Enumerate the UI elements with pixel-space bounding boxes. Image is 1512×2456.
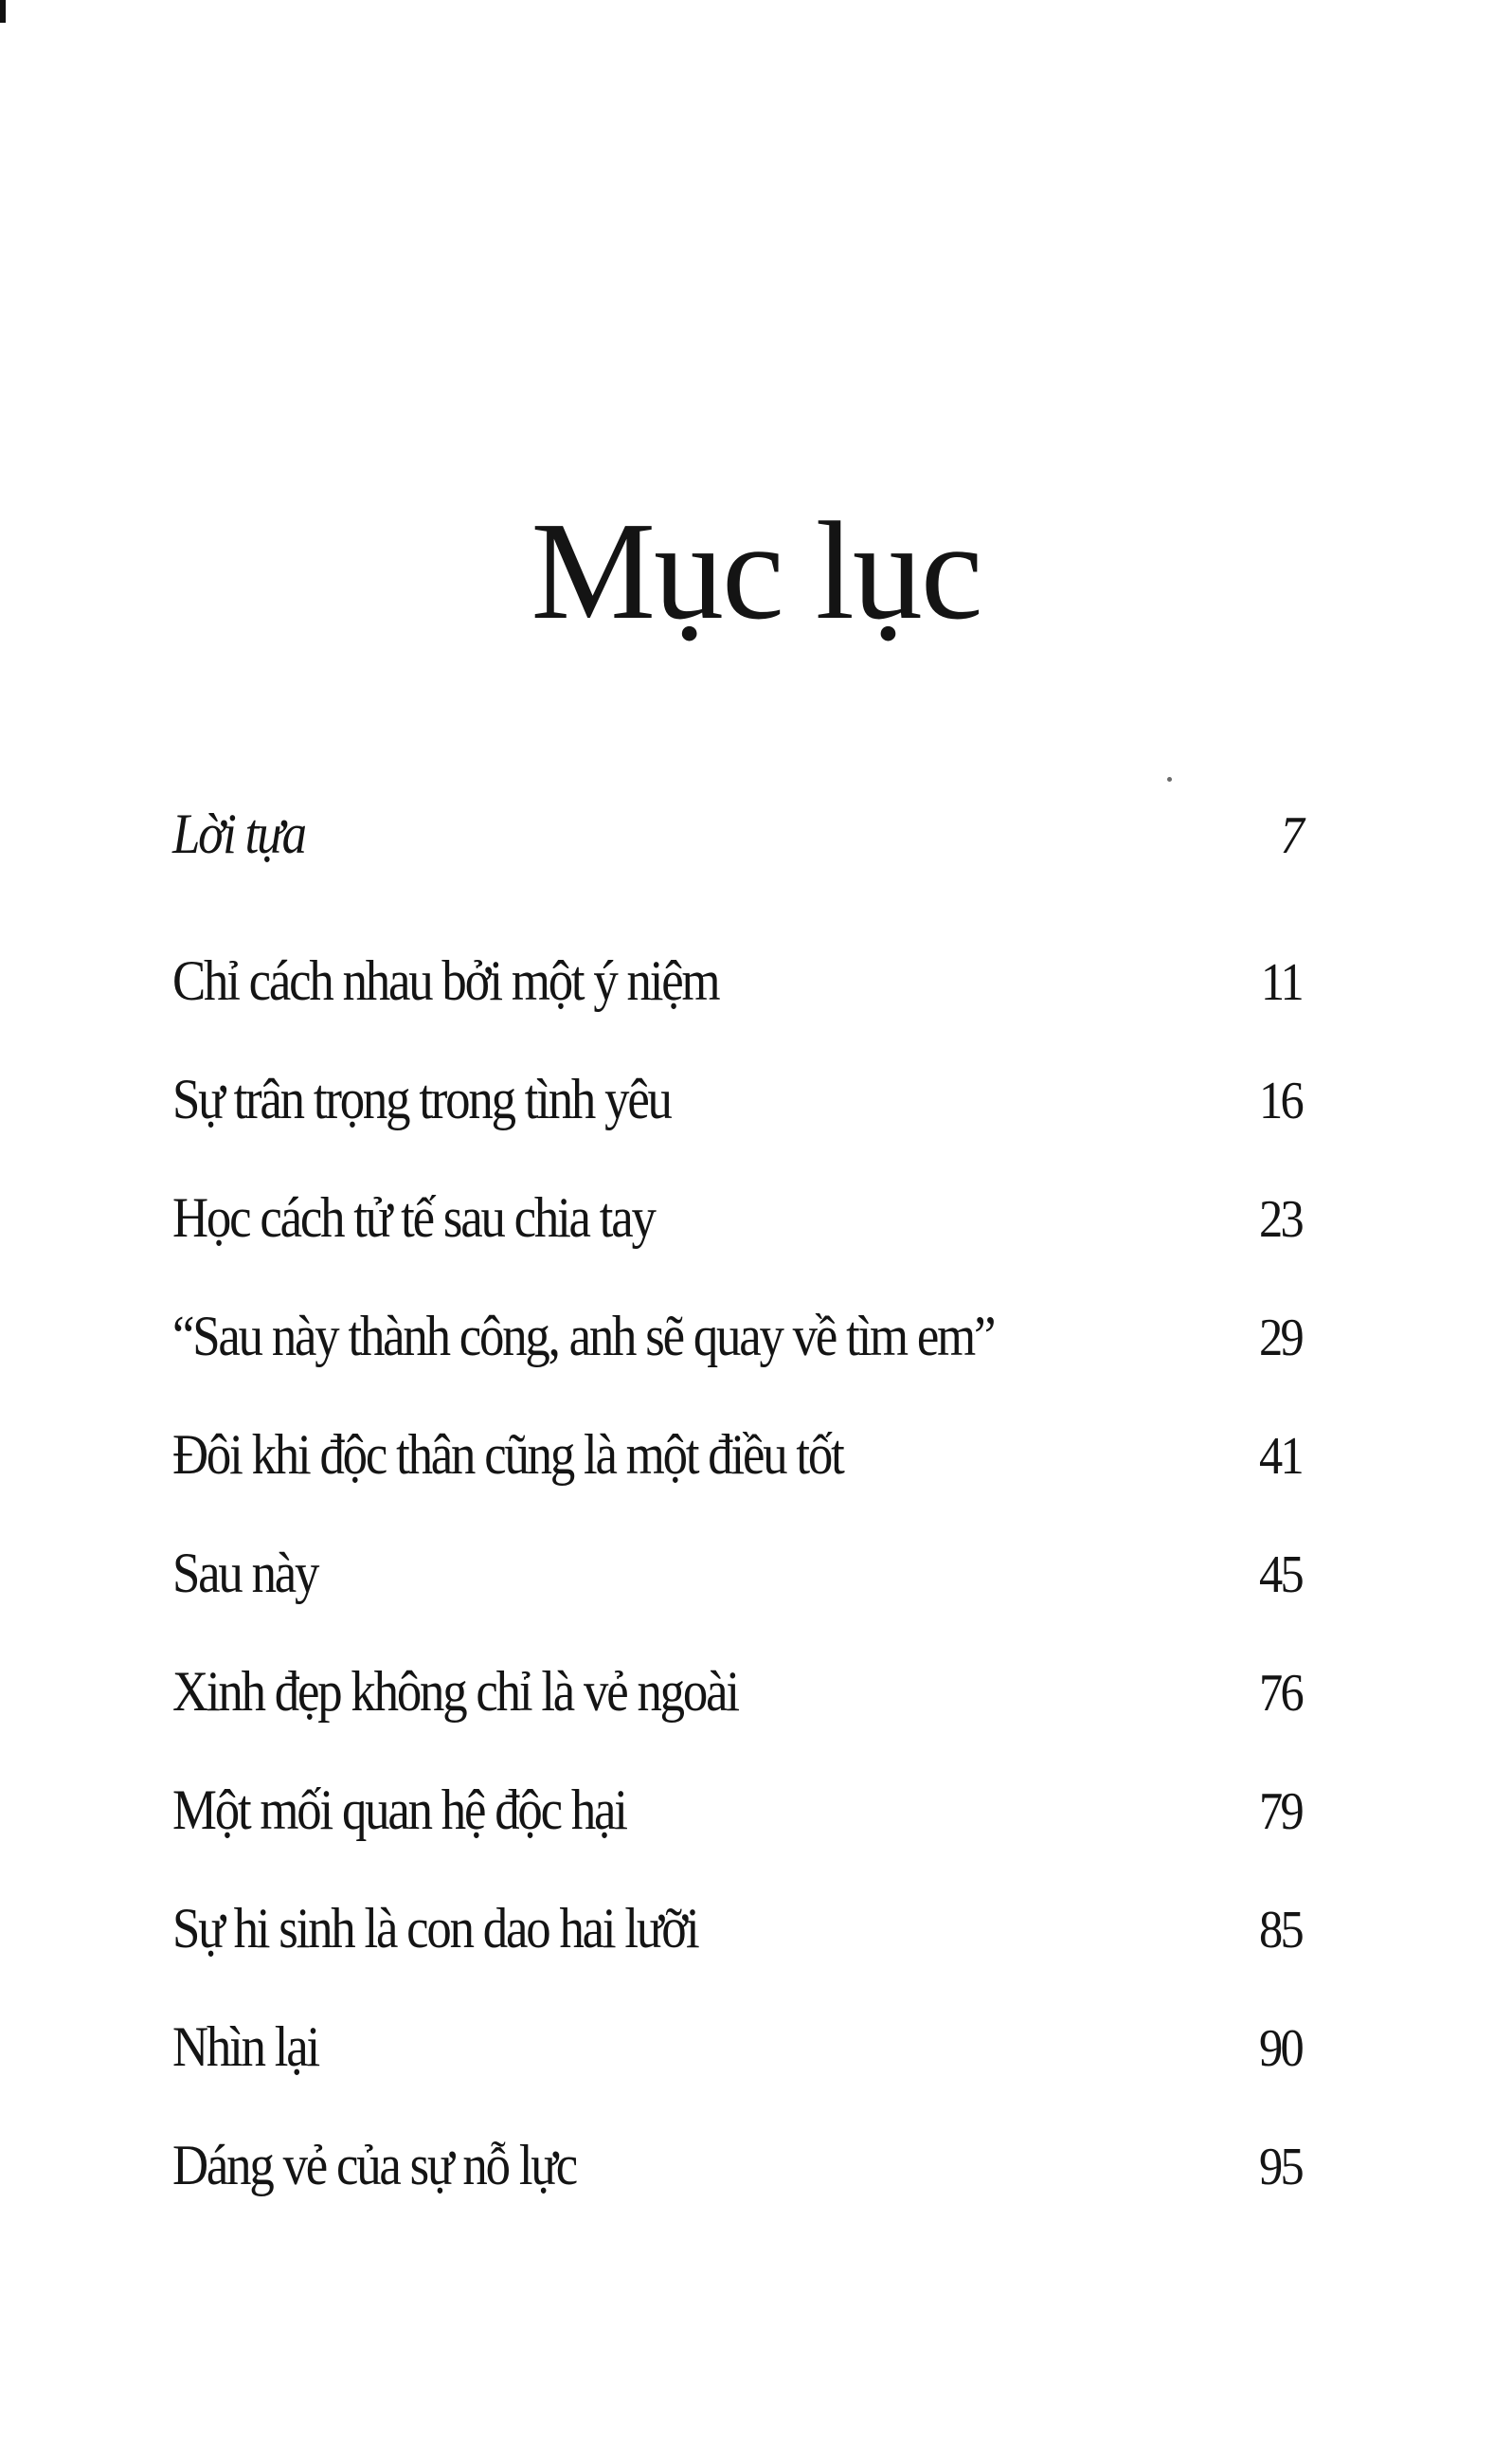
toc-entry[interactable] xyxy=(172,924,1302,1012)
toc-entry-preface[interactable] xyxy=(172,777,1302,865)
toc-entry[interactable] xyxy=(172,1042,1302,1128)
toc-entry-title: Học cách tử tế sau chia tay xyxy=(172,1186,655,1249)
toc-entry-page: 79 xyxy=(1259,1782,1302,1841)
toc-entry[interactable] xyxy=(172,2108,1302,2194)
toc-entry[interactable] xyxy=(172,1398,1302,1486)
toc-entry-page: 29 xyxy=(1259,1309,1302,1367)
table-of-contents xyxy=(172,0,1302,2456)
page-title: Mục lục xyxy=(531,494,981,650)
toc-entry[interactable] xyxy=(172,1516,1302,1604)
toc-entry-page: 95 xyxy=(1259,2138,1302,2196)
toc-entry-page: 7 xyxy=(1280,806,1302,865)
toc-entry[interactable] xyxy=(172,1161,1302,1249)
toc-entry-title: Đôi khi độc thân cũng là một điều tốt xyxy=(172,1423,843,1486)
toc-entry[interactable] xyxy=(172,1871,1302,1957)
toc-entry-title: Một mối quan hệ độc hại xyxy=(172,1779,626,1841)
toc-entry-page: 23 xyxy=(1259,1190,1302,1249)
toc-entry-title: Xinh đẹp không chỉ là vẻ ngoài xyxy=(172,1660,738,1723)
toc-entry-page: 90 xyxy=(1259,2019,1302,2078)
toc-entry-page: 16 xyxy=(1259,1072,1302,1130)
toc-entry-page: 85 xyxy=(1259,1901,1302,1959)
page-edge-mark xyxy=(0,0,6,23)
toc-entry-title: Sau này xyxy=(172,1542,318,1604)
toc-entry-page: 45 xyxy=(1259,1545,1302,1604)
toc-entry-page: 76 xyxy=(1259,1664,1302,1723)
toc-entry-title: Sự trân trọng trong tình yêu xyxy=(172,1068,671,1130)
toc-entry-page: 11 xyxy=(1260,953,1302,1012)
toc-entry[interactable] xyxy=(172,1753,1302,1841)
toc-entry-title: Dáng vẻ của sự nỗ lực xyxy=(172,2134,576,2196)
toc-entry-title: “Sau này thành công, anh sẽ quay về tìm em” xyxy=(172,1305,995,1367)
toc-entry-title: Chỉ cách nhau bởi một ý niệm xyxy=(172,949,719,1012)
toc-entry-title: Nhìn lại xyxy=(172,2015,318,2078)
toc-entry-title: Sự hi sinh là con dao hai lưỡi xyxy=(172,1897,698,1959)
toc-entry-page: 41 xyxy=(1259,1427,1302,1486)
toc-entry-title: Lời tựa xyxy=(172,803,305,865)
toc-entry[interactable] xyxy=(172,1634,1302,1723)
toc-entry[interactable] xyxy=(172,1990,1302,2078)
toc-entry[interactable] xyxy=(172,1279,1302,1367)
